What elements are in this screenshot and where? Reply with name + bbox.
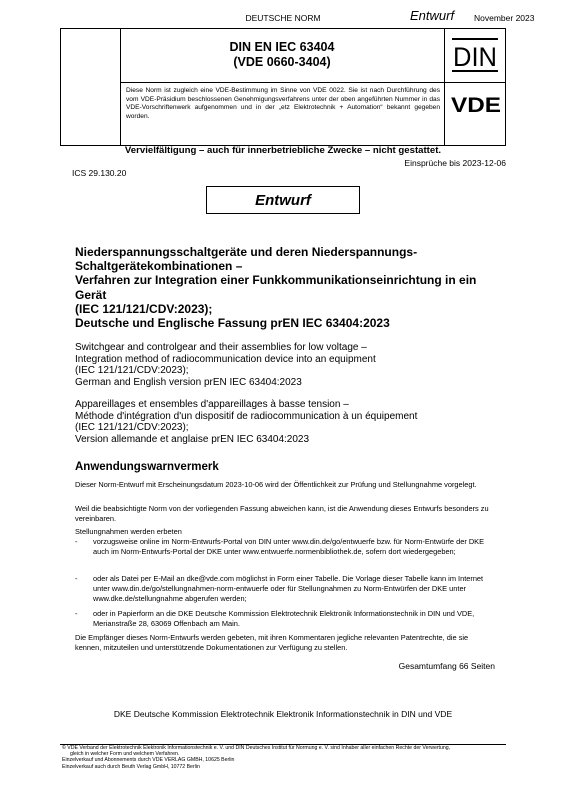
din-logo-text: DIN: [453, 42, 497, 72]
vde-logo-text: VDE: [451, 94, 501, 114]
din-logo: [452, 38, 498, 72]
title-line: Integration method of radiocommunication device into an equipment: [75, 353, 376, 365]
frame-divider: [120, 82, 506, 83]
warning-paragraph: Weil die beabsichtigte Norm von der vorliegenden Fassung abweichen kann, ist die Anwendung dieses Entwurfs besonders zu vereinbaren.: [75, 504, 489, 523]
vde-logo: [450, 94, 502, 114]
bullet-dash: -: [75, 609, 78, 618]
draft-box: Entwurf: [206, 186, 360, 214]
copyright-notice: [62, 745, 502, 770]
list-item-text: oder in Papierform an die DKE Deutsche Kommission Elektrotechnik Elektronik Informationstechnik in DIN und VDE, Merianstraße 28, 63069 Offenbach am Main.: [93, 609, 475, 628]
warning-heading: Anwendungswarnvermerk: [75, 461, 219, 473]
bullet-dash: -: [75, 537, 78, 546]
copyright-line: gleich in welcher Form und welchem Verfahren.: [70, 751, 180, 758]
title-german: [75, 245, 495, 330]
title-line: Verfahren zur Integration einer Funkkommunikationseinrichtung in ein: [75, 273, 477, 288]
warning-paragraph: Stellungnahmen werden erbeten: [75, 527, 182, 536]
title-line: (IEC 121/121/CDV:2023);: [75, 365, 189, 377]
header-draft-label: Entwurf: [410, 8, 455, 23]
title-line: Appareillages et ensembles d'appareillages à basse tension –: [75, 399, 349, 410]
vde-number: (VDE 0660-3404): [233, 55, 331, 69]
header-date: November 2023: [474, 13, 535, 23]
title-line: (IEC 121/121/CDV:2023);: [75, 301, 213, 316]
title-line: Deutsche und Englische Fassung prEN IEC 63404:2023: [75, 316, 390, 331]
list-item-text: oder als Datei per E-Mail an dke@vde.com möglichst in Form einer Tabelle. Die Vorlage dieser Tabelle kann im Internet unter www.din.de/go/stellungnahmen-norm-entwuerfe oder für Stellungnahmen zu Norm-Entwürfen der DKE unter www.dke.de/stellungnahme abgerufen werden;: [93, 574, 484, 603]
title-line: Gerät: [75, 287, 107, 302]
copyright-line: © VDE Verband der Elektrotechnik Elektronik Informationstechnik e. V. und DIN Deutsches Institut für Normung e. V. sind Inhaber aller einfachen Rechte der Verwertung,: [62, 745, 451, 751]
title-line: Méthode d'intégration d'un dispositif de radiocommunication à un équipement: [75, 410, 418, 422]
copyright-line: Einzelverkauf und Abonnements durch VDE VERLAG GMBH, 10625 Berlin: [62, 757, 235, 764]
list-item-text: vorzugsweise online im Norm-Entwurfs-Portal von DIN unter www.din.de/go/entwuerfe bzw. für Norm-Entwürfe der DKE auch im Norm-Entwurfs-Portal der DKE unter www.entwuerfe.normenbibliothek.de, sofern dort wiedergegeben;: [93, 537, 485, 556]
title-line: German and English version prEN IEC 63404:2023: [75, 376, 302, 388]
standard-intro: Diese Norm ist zugleich eine VDE-Bestimmung im Sinne von VDE 0022. Sie ist nach Durchführung des vom VDE-Präsidium beschlossenen Genehmigungsverfahrens unter der oben angeführten Nummer in das VDE-Vorschriftenwerk aufgenommen und in der „etz Elektrotechnik + Automation“ bekannt gegeben worden.: [126, 87, 440, 121]
ics-code: ICS 29.130.20: [72, 168, 127, 178]
warning-paragraph: Die Empfänger dieses Norm-Entwurfs werden gebeten, mit ihren Kommentaren jegliche relevanten Patentrechte, die sie kennen, mitzuteilen und unterstützende Dokumentationen zur Verfügung zu stellen.: [75, 633, 469, 652]
title-line: Niederspannungsschaltgeräte und deren Niederspannungs-: [75, 245, 418, 259]
title-line: Schaltgerätekombinationen –: [75, 259, 243, 274]
header-label: DEUTSCHE NORM: [245, 13, 321, 23]
objections-deadline: Einsprüche bis 2023-12-06: [404, 158, 506, 168]
title-french: [75, 399, 495, 445]
reproduction-notice: Vervielfältigung – auch für innerbetriebliche Zwecke – nicht gestattet.: [124, 145, 442, 156]
standard-number-block: [120, 40, 444, 70]
title-line: (IEC 121/121/CDV:2023);: [75, 422, 189, 434]
standard-number: DIN EN IEC 63404: [229, 40, 335, 54]
title-english: [75, 342, 495, 388]
frame-divider: [444, 28, 445, 146]
title-line: Switchgear and controlgear and their assemblies for low voltage –: [75, 342, 367, 353]
footer-publisher: DKE Deutsche Kommission Elektrotechnik Elektronik Informationstechnik in DIN und VDE: [113, 709, 453, 719]
title-line: Version allemande et anglaise prEN IEC 63404:2023: [75, 433, 310, 445]
bullet-dash: -: [75, 574, 78, 583]
copyright-line: Einzelverkauf auch durch Beuth Verlag GmbH, 10772 Berlin: [62, 763, 200, 770]
warning-paragraph: Dieser Norm-Entwurf mit Erscheinungsdatum 2023-10-06 wird der Öffentlichkeit zur Prüfung und Stellungnahme vorgelegt.: [75, 480, 477, 489]
total-pages: Gesamtumfang 66 Seiten: [398, 661, 495, 671]
